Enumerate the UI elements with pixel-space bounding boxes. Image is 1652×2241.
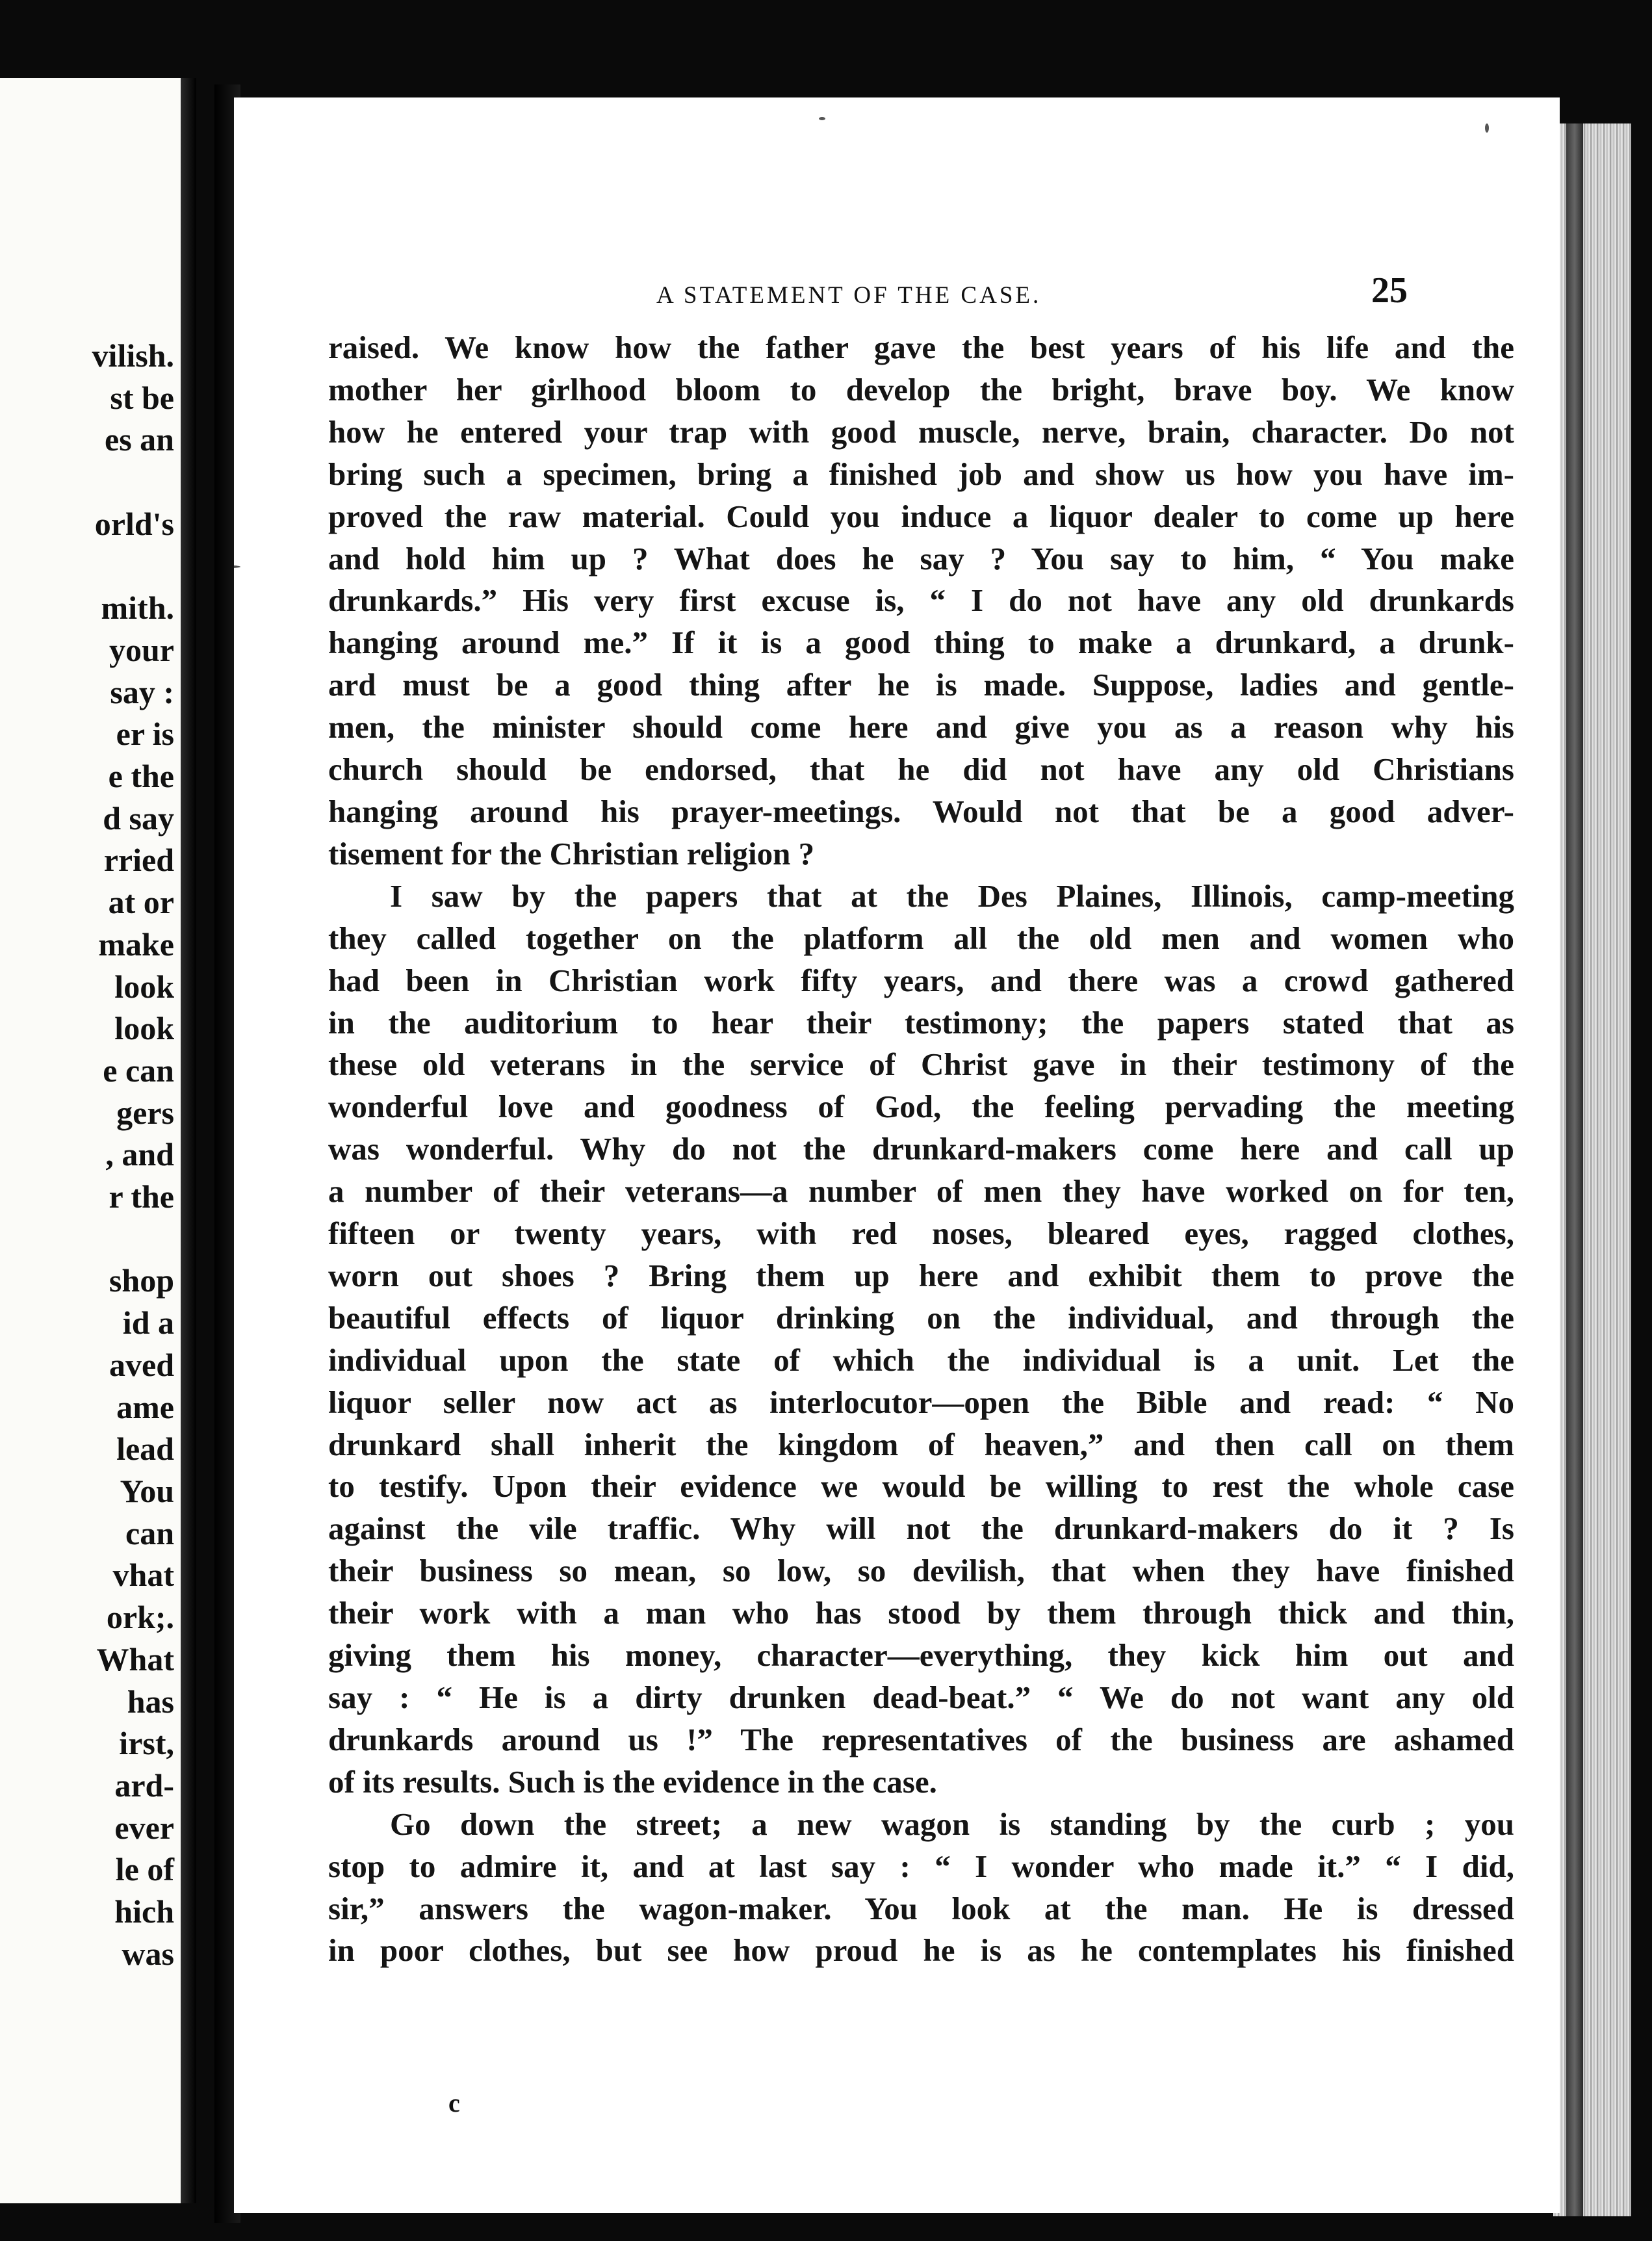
- text-line: and hold him up ? What does he say ? You say to him, “ You make: [328, 540, 1514, 576]
- signature-mark: c: [448, 2088, 460, 2118]
- left-line: ard-: [114, 1767, 174, 1804]
- scan-speck: [1485, 123, 1489, 133]
- left-line: [0, 545, 174, 588]
- text-line: they called together on the platform all the old men and women who: [328, 920, 1514, 956]
- left-line: , and: [105, 1136, 174, 1173]
- previous-page-fragment: [0, 78, 195, 2203]
- left-line: make: [98, 926, 174, 963]
- left-line: mith.: [101, 589, 174, 627]
- running-head: A STATEMENT OF THE CASE.: [656, 282, 1042, 309]
- text-line: proved the raw material. Could you induce a liquor dealer to come up here: [328, 498, 1514, 534]
- left-line: gers: [116, 1094, 174, 1131]
- text-line: say : “ He is a dirty drunken dead-beat.” “ We do not want any old: [328, 1679, 1514, 1715]
- text-line: ard must be a good thing after he is made. Suppose, ladies and gentle-: [328, 667, 1514, 703]
- left-line: hich: [114, 1893, 174, 1930]
- text-line: beautiful effects of liquor drinking on the individual, and through the: [328, 1299, 1514, 1336]
- text-line: drunkards.” His very first excuse is, “ I do not have any old drunkards: [328, 582, 1514, 619]
- text-line: fifteen or twenty years, with red noses, bleared eyes, ragged clothes,: [328, 1215, 1514, 1252]
- page-edge-shadow: [1566, 123, 1583, 2216]
- left-line: shop: [109, 1262, 174, 1299]
- text-line: of its results. Such is the evidence in the case.: [328, 1763, 937, 1800]
- left-line: [0, 1218, 174, 1260]
- left-line: e the: [108, 758, 174, 795]
- paragraph-first-line: I saw by the papers that at the Des Plaines, Illinois, camp-meeting: [390, 877, 1514, 914]
- previous-page-line-fragments: [0, 335, 174, 1975]
- text-line: to testify. Upon their evidence we would be willing to rest the whole case: [328, 1468, 1514, 1505]
- text-line: church should be endorsed, that he did not have any old Christians: [328, 751, 1514, 788]
- text-line: wonderful love and goodness of God, the feeling pervading the meeting: [328, 1089, 1514, 1125]
- left-line: r the: [109, 1178, 174, 1215]
- left-line: er is: [116, 716, 174, 753]
- left-line: ork;.: [106, 1599, 174, 1636]
- left-line: look: [114, 968, 174, 1005]
- paragraph-first-line: Go down the street; a new wagon is standing by the curb ; you: [390, 1806, 1514, 1842]
- text-line: drunkards around us !” The representatives of the business are ashamed: [328, 1721, 1514, 1757]
- scan-speck: [234, 565, 240, 568]
- left-line: at or: [108, 884, 174, 921]
- page-body-text: [328, 327, 1514, 1972]
- book-page: [234, 97, 1560, 2213]
- left-line: What: [96, 1640, 174, 1678]
- text-line: tisement for the Christian religion ?: [328, 835, 815, 872]
- left-line: es an: [105, 421, 174, 458]
- text-line: these old veterans in the service of Christ gave in their testimony of the: [328, 1046, 1514, 1083]
- left-line: [0, 461, 174, 503]
- text-line: individual upon the state of which the individual is a unit. Let the: [328, 1341, 1514, 1378]
- left-line: le of: [115, 1851, 174, 1888]
- text-line: giving them his money, character—everything, they kick him out and: [328, 1637, 1514, 1674]
- text-line: their business so mean, so low, so devilish, that when they have finished: [328, 1553, 1514, 1589]
- text-line: in the auditorium to hear their testimony; the papers stated that as: [328, 1004, 1514, 1041]
- scan-speck: [819, 117, 825, 120]
- text-line: in poor clothes, but see how proud he is as he contemplates his finished: [328, 1932, 1514, 1969]
- left-line: id a: [122, 1304, 174, 1341]
- left-line: orld's: [94, 505, 174, 542]
- left-line: was: [122, 1935, 174, 1972]
- text-line: against the vile traffic. Why will not the drunkard-makers do it ? Is: [328, 1510, 1514, 1547]
- book-gutter: [181, 78, 196, 2203]
- left-line: ever: [114, 1809, 174, 1846]
- text-line: men, the minister should come here and give you as a reason why his: [328, 709, 1514, 745]
- text-line: a number of their veterans—a number of men they have worked on for ten,: [328, 1173, 1514, 1210]
- left-line: e can: [103, 1052, 174, 1089]
- text-line: hanging around his prayer-meetings. Would not that be a good adver-: [328, 793, 1514, 829]
- left-line: vhat: [112, 1557, 174, 1594]
- text-line: liquor seller now act as interlocutor—open the Bible and read: “ No: [328, 1384, 1514, 1420]
- text-line: had been in Christian work fifty years, and there was a crowd gathered: [328, 962, 1514, 998]
- text-line: stop to admire it, and at last say : “ I wonder who made it.” “ I did,: [328, 1848, 1514, 1884]
- text-line: drunkard shall inherit the kingdom of heaven,” and then call on them: [328, 1426, 1514, 1462]
- page-edge-stack: [1553, 123, 1631, 2216]
- text-line: their work with a man who has stood by them through thick and thin,: [328, 1595, 1514, 1631]
- left-line: d say: [103, 799, 174, 836]
- left-line: look: [114, 1010, 174, 1047]
- left-line: your: [109, 631, 174, 668]
- left-line: say :: [110, 673, 174, 710]
- text-line: mother her girlhood bloom to develop the bright, brave boy. We know: [328, 371, 1514, 408]
- left-line: vilish.: [92, 337, 174, 374]
- text-line: sir,” answers the wagon-maker. You look at the man. He is dressed: [328, 1890, 1514, 1926]
- left-line: has: [127, 1683, 174, 1720]
- page-header: [234, 270, 1560, 315]
- left-line: aved: [109, 1346, 174, 1383]
- page-number: 25: [1371, 270, 1408, 311]
- text-line: raised. We know how the father gave the best years of his life and the: [328, 330, 1514, 365]
- text-line: bring such a specimen, bring a finished job and show us how you have im-: [328, 456, 1514, 492]
- text-line: how he entered your trap with good muscle, nerve, brain, character. Do not: [328, 413, 1514, 450]
- left-line: You: [120, 1472, 174, 1509]
- text-line: was wonderful. Why do not the drunkard-makers come here and call up: [328, 1131, 1514, 1167]
- text-line: hanging around me.” If it is a good thing to make a drunkard, a drunk-: [328, 625, 1514, 661]
- left-line: rried: [103, 842, 174, 879]
- left-line: can: [125, 1514, 174, 1551]
- left-line: lead: [116, 1431, 174, 1468]
- left-line: st be: [110, 379, 174, 416]
- left-line: irst,: [119, 1725, 174, 1762]
- text-line: worn out shoes ? Bring them up here and exhibit them to prove the: [328, 1257, 1514, 1293]
- left-line: ame: [116, 1388, 174, 1425]
